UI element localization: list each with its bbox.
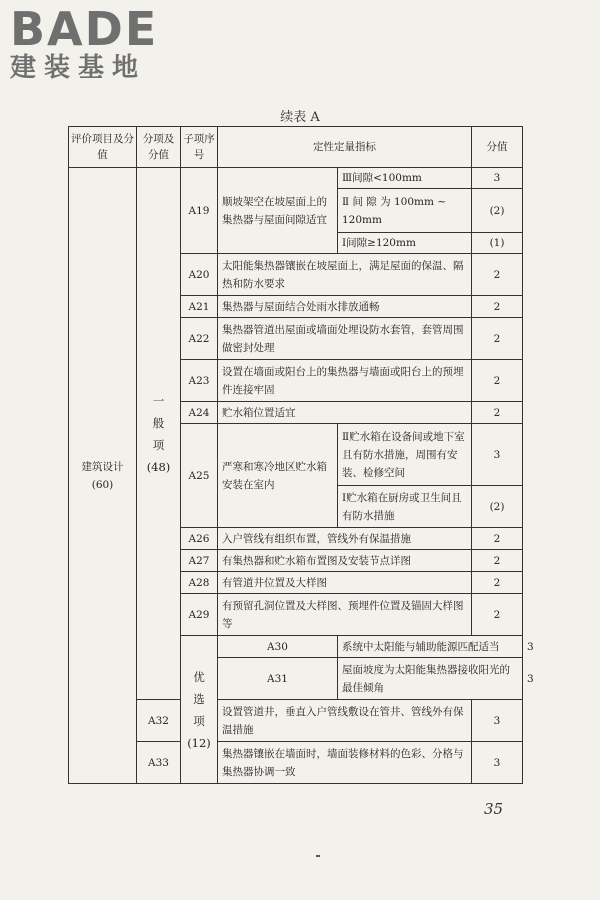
item-id: A26 <box>181 528 218 550</box>
item-text: 顺坡架空在坡屋面上的集热器与屋面间隙适宜 <box>218 168 338 254</box>
item-id: A19 <box>181 168 218 254</box>
item-id: A32 <box>137 700 181 742</box>
item-text: 系统中太阳能与辅助能源匹配适当 <box>338 636 523 658</box>
item-id: A33 <box>137 742 181 784</box>
item-subtext: Ⅱ贮水箱在设备间或地下室且有防水措施，周围有安装、检修空间 <box>338 424 472 486</box>
item-subtext: Ⅰ贮水箱在厨房或卫生间且有防水措施 <box>338 486 472 528</box>
header-indicator: 定性定量指标 <box>218 127 472 168</box>
item-text: 集热器管道出屋面或墙面处埋设防水套管，套管周围做密封处理 <box>218 318 472 360</box>
group-general-score: (48) <box>146 459 171 474</box>
item-score: 2 <box>472 296 523 318</box>
item-text: 太阳能集热器镶嵌在坡屋面上，满足屋面的保温、隔热和防水要求 <box>218 254 472 296</box>
item-text: 设置管道井，垂直入户管线敷设在管井、管线外有保温措施 <box>218 700 472 742</box>
table-row <box>69 700 523 742</box>
header-item-number: 子项序号 <box>181 127 218 168</box>
item-score: 2 <box>472 550 523 572</box>
item-score: 2 <box>472 594 523 636</box>
item-score: (2) <box>472 486 523 528</box>
category-cell <box>69 168 137 784</box>
table-row <box>69 742 523 784</box>
header-score: 分值 <box>472 127 523 168</box>
category-name: 建筑设计 <box>81 460 124 473</box>
scan-mark <box>316 855 320 857</box>
item-score: 3 <box>472 168 523 189</box>
item-text: 贮水箱位置适宜 <box>218 402 472 424</box>
item-score: 2 <box>472 360 523 402</box>
group-general-cell <box>137 168 181 700</box>
item-score: 2 <box>472 254 523 296</box>
item-id: A25 <box>181 424 218 528</box>
item-text: 入户管线有组织布置，管线外有保温措施 <box>218 528 472 550</box>
item-id: A30 <box>218 636 338 658</box>
item-text: 集热器与屋面结合处雨水排放通畅 <box>218 296 472 318</box>
item-text: 集热器镶嵌在墙面时，墙面装修材料的色彩、分格与集热器协调一致 <box>218 742 472 784</box>
group-preferred-cell <box>181 636 218 784</box>
table-row: A31 屋面坡度为太阳能集热器接收阳光的最佳倾角 3 <box>69 658 523 700</box>
item-score: 3 <box>472 424 523 486</box>
evaluation-table <box>68 126 534 784</box>
group-preferred-score: (12) <box>187 735 211 750</box>
item-score: (1) <box>472 233 523 254</box>
item-id: A21 <box>181 296 218 318</box>
item-id: A31 <box>218 658 338 700</box>
header-evaluation-item: 评价项目及分值 <box>69 127 137 168</box>
item-id: A23 <box>181 360 218 402</box>
table-caption: 续表 A <box>280 110 320 125</box>
item-text: 有集热器和贮水箱布置图及安装节点详图 <box>218 550 472 572</box>
table-row: 优选项 (12) A30 系统中太阳能与辅助能源匹配适当 3 <box>69 636 523 658</box>
item-score: 2 <box>472 318 523 360</box>
item-subtext: Ⅰ间隙≥120mm <box>338 233 472 254</box>
item-id: A22 <box>181 318 218 360</box>
item-text: 有预留孔洞位置及大样图、预埋件位置及锚固大样图等 <box>218 594 472 636</box>
group-preferred-name: 优选项 <box>193 669 205 728</box>
logo-subtitle: 建装基地 <box>10 53 147 83</box>
bade-logo <box>10 2 180 84</box>
item-score: (2) <box>472 189 523 233</box>
header-row <box>69 127 523 168</box>
item-id: A27 <box>181 550 218 572</box>
item-text: 有管道井位置及大样图 <box>218 572 472 594</box>
item-score: 3 <box>472 700 523 742</box>
item-subtext: Ⅱ 间 隙 为 100mm ~ 120mm <box>338 189 472 233</box>
item-text: 屋面坡度为太阳能集热器接收阳光的最佳倾角 <box>338 658 523 700</box>
item-text: 设置在墙面或阳台上的集热器与墙面或阳台上的预埋件连接牢固 <box>218 360 472 402</box>
item-id: A28 <box>181 572 218 594</box>
item-id: A29 <box>181 594 218 636</box>
item-score: 2 <box>472 528 523 550</box>
item-id: A24 <box>181 402 218 424</box>
header-sub-item: 分项及分值 <box>137 127 181 168</box>
item-score: 3 <box>472 742 523 784</box>
item-text: 严寒和寒冷地区贮水箱安装在室内 <box>218 424 338 528</box>
item-id: A20 <box>181 254 218 296</box>
page-number: 35 <box>484 800 504 818</box>
logo-wordmark: BADE <box>10 2 159 56</box>
item-subtext: Ⅲ间隙<100mm <box>338 168 472 189</box>
group-general-name: 一般项 <box>152 393 165 452</box>
item-score: 2 <box>472 572 523 594</box>
table-row <box>69 168 523 189</box>
item-score: 2 <box>472 402 523 424</box>
category-score: (60) <box>91 478 114 491</box>
